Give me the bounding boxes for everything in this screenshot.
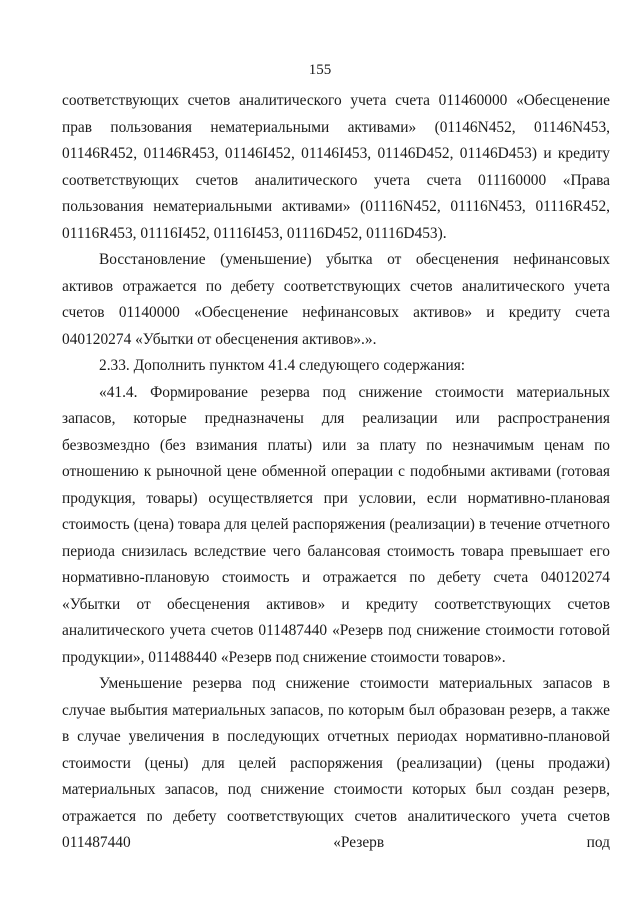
paragraph-4: «41.4. Формирование резерва под снижение стоимости материальных запасов, которые предназначены для реализации или распространения безвозмездно (без взимания платы) или за плату по незначимым ценам по отношению к рыночной цене обменной операции с подобными активами (готовая продукция, товары) осуществляется при условии, если нормативно-плановая стоимость (цена) товара для целей распоряжения (реализации) в течение отчетного периода снизилась вследствие чего балансовая стоимость товара превышает его нормативно-плановую стоимость и отражается по дебету счета 040120274 «Убытки от обесценения активов» и кредиту соответствующих счетов аналитического учета счетов 011487440 «Резерв под снижение стоимости готовой продукции», 011488440 «Резерв под снижение стоимости товаров». (62, 383, 610, 666)
paragraph-2: Восстановление (уменьшение) убытка от обесценения нефинансовых активов отражается по дебету соответствующих счетов аналитического учета счетов 01140000 «Обесценение нефинансовых активов» и кредиту счета 040120274 «Убытки от обесценения активов».». (62, 251, 610, 348)
paragraph-1: соответствующих счетов аналитического учета счета 011460000 «Обесценение прав пользования нематериальными активами» (01146N452, 01146N453, 01146R452, 01146R453, 01146I452, 01146I453, 01146D452, 01146D453) и кредиту соответствующих счетов аналитического учета счета 011160000 «Права пользования нематериальными активами» (01116N452, 01116N453, 01116R452, 01116R453, 01116I452, 01116I453, 01116D452, 01116D453). (62, 92, 610, 242)
document-body (62, 88, 610, 857)
paragraph-5: Уменьшение резерва под снижение стоимости материальных запасов в случае выбытия материальных запасов, по которым был образован резерв, а также в случае увеличения в последующих отчетных периодах нормативно-плановой стоимости (цены) для целей распоряжения (реализации) (цены продажи) материальных запасов, под снижение стоимости которых был создан резерв, отражается по дебету соответствующих счетов аналитического учета счетов 011487440 «Резерв под (62, 675, 610, 851)
page-number: 155 (308, 62, 332, 78)
paragraph-3: 2.33. Дополнить пунктом 41.4 следующего содержания: (99, 357, 466, 374)
